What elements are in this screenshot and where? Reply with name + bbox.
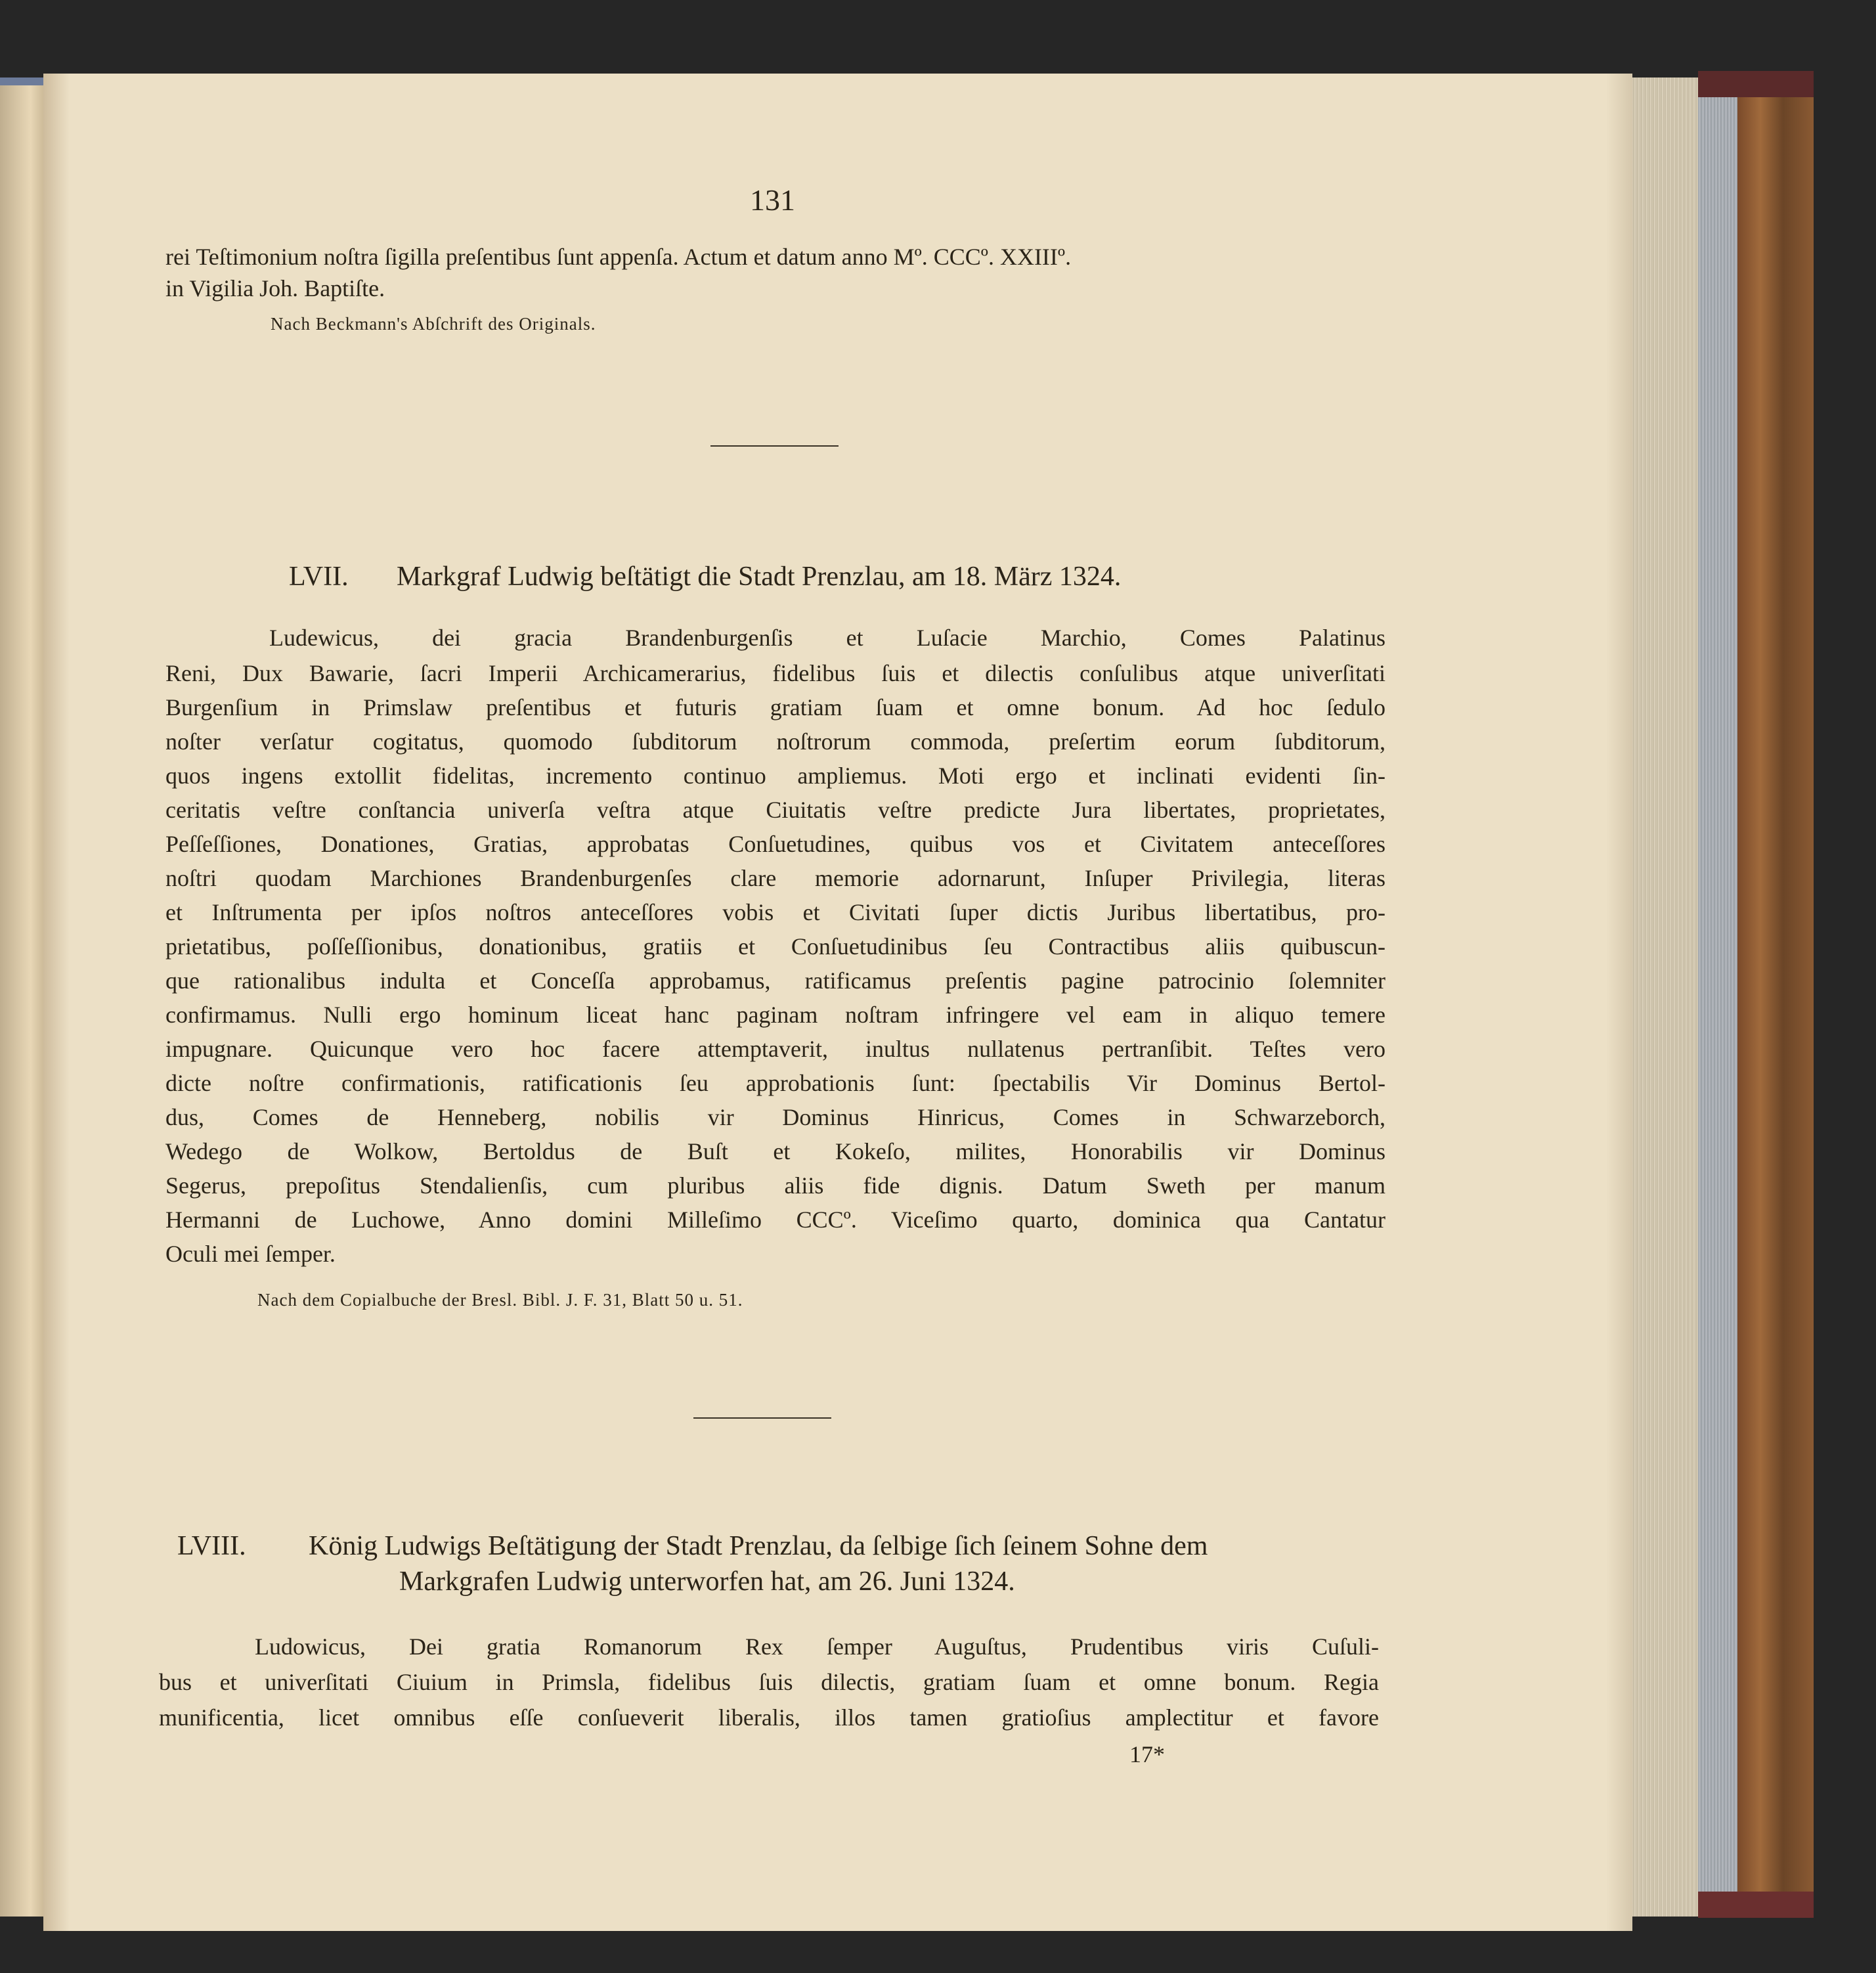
body-line: Segerus, prepoſitus Stendalienſis, cum pluribus aliis fide dignis. Datum Sweth per manum: [165, 1172, 1385, 1199]
body-line: que rationalibus indulta et Conceſſa approbamus, ratificamus preſentis pagine patrocinio ſolemniter: [165, 967, 1385, 994]
page-number: 131: [750, 183, 795, 217]
section-divider: [710, 445, 839, 447]
body-line: Peſſeſſiones, Donationes, Gratias, approbatas Conſuetudines, quibus vos et Civitatem anteceſſores: [165, 831, 1385, 857]
body-line: Ludewicus, dei gracia Brandenburgenſis et Luſacie Marchio, Comes Palatinus: [269, 625, 1385, 651]
spine-top: [1698, 71, 1814, 97]
section-number: LVII.: [289, 562, 349, 592]
body-line: Reni, Dux Bawarie, ſacri Imperii Archicamerarius, fidelibus ſuis et dilectis conſulibus atque univerſitati: [165, 660, 1385, 686]
body-line: prietatibus, poſſeſſionibus, donationibus, gratiis et Conſuetudinibus ſeu Contractibus aliis quibuscun-: [165, 933, 1385, 960]
section-number: LVIII.: [177, 1531, 246, 1561]
body-line: et Inſtrumenta per ipſos noſtros anteceſſores vobis et Civitati ſuper dictis Juribus libertatibus, pro-: [165, 899, 1385, 925]
section-title: Markgraf Ludwig beſtätigt die Stadt Prenzlau, am 18. März 1324.: [397, 562, 1122, 592]
body-line: Hermanni de Luchowe, Anno domini Milleſimo CCCº. Viceſimo quarto, dominica qua Cantatur: [165, 1207, 1385, 1233]
body-line: impugnare. Quicunque vero hoc facere attemptaverit, inultus nullatenus pertranſibit. Teſtes vero: [165, 1036, 1385, 1062]
body-line: dus, Comes de Henneberg, nobilis vir Dominus Hinricus, Comes in Schwarzeborch,: [165, 1104, 1385, 1130]
body-line: bus et univerſitati Ciuium in Primsla, fidelibus ſuis dilectis, gratiam ſuam et omne bonum. Regia: [159, 1669, 1379, 1695]
section-title-line-1: König Ludwigs Beſtätigung der Stadt Prenzlau, da ſelbige ſich ſeinem Sohne dem: [309, 1531, 1208, 1561]
body-line: munificentia, licet omnibus eſſe conſueverit liberalis, illos tamen gratioſius amplectitur et favore: [159, 1704, 1379, 1731]
body-line: confirmamus. Nulli ergo hominum liceat hanc paginam noſtram infringere vel eam in aliquo temere: [165, 1002, 1385, 1028]
body-line: Wedego de Wolkow, Bertoldus de Buſt et Kokeſo, milites, Honorabilis vir Dominus: [165, 1138, 1385, 1164]
section-title-line-2: Markgrafen Ludwig unterworfen hat, am 26. Juni 1324.: [399, 1566, 1015, 1597]
body-line: ceritatis veſtre conſtancia univerſa veſtra atque Ciuitatis veſtre predicte Jura libertates, proprietates,: [165, 797, 1385, 823]
body-line: Ludowicus, Dei gratia Romanorum Rex ſemper Auguſtus, Prudentibus viris Cuſuli-: [255, 1633, 1379, 1660]
signature-mark: 17*: [1129, 1741, 1165, 1767]
body-line: noſtri quodam Marchiones Brandenburgenſes clare memorie adornarunt, Inſuper Privilegia, literas: [165, 865, 1385, 891]
spine-bottom: [1698, 1892, 1814, 1918]
body-line: Burgenſium in Primslaw preſentibus et futuris gratiam ſuam et omne bonum. Ad hoc ſedulo: [165, 694, 1385, 720]
source-note: Nach dem Copialbuche der Bresl. Bibl. J. F. 31, Blatt 50 u. 51.: [257, 1290, 743, 1310]
left-binding-edge: [0, 78, 46, 85]
page-stack-dark: [1698, 84, 1737, 1897]
continuation-line-1: rei Teſtimonium noſtra ſigilla preſentibus ſunt appenſa. Actum et datum anno Mº. CCCº. XXIIIº.: [165, 244, 1072, 270]
body-line: Oculi mei ſemper.: [165, 1241, 336, 1267]
book-spine: [1737, 71, 1814, 1917]
continuation-line-2: in Vigilia Joh. Baptiſte.: [165, 275, 385, 301]
body-line: dicte noſtre confirmationis, ratificationis ſeu approbationis ſunt: ſpectabilis Vir Dominus Bertol-: [165, 1070, 1385, 1096]
source-note: Nach Beckmann's Abſchrift des Originals.: [271, 314, 596, 334]
body-line: noſter verſatur cogitatus, quomodo ſubditorum noſtrorum commoda, preſertim eorum ſubditorum,: [165, 728, 1385, 755]
page-stack: [1632, 78, 1698, 1917]
left-page-edge: [0, 78, 43, 1917]
section-divider: [693, 1417, 831, 1419]
body-line: quos ingens extollit fidelitas, incremento continuo ampliemus. Moti ergo et inclinati evidenti ſin-: [165, 763, 1385, 789]
